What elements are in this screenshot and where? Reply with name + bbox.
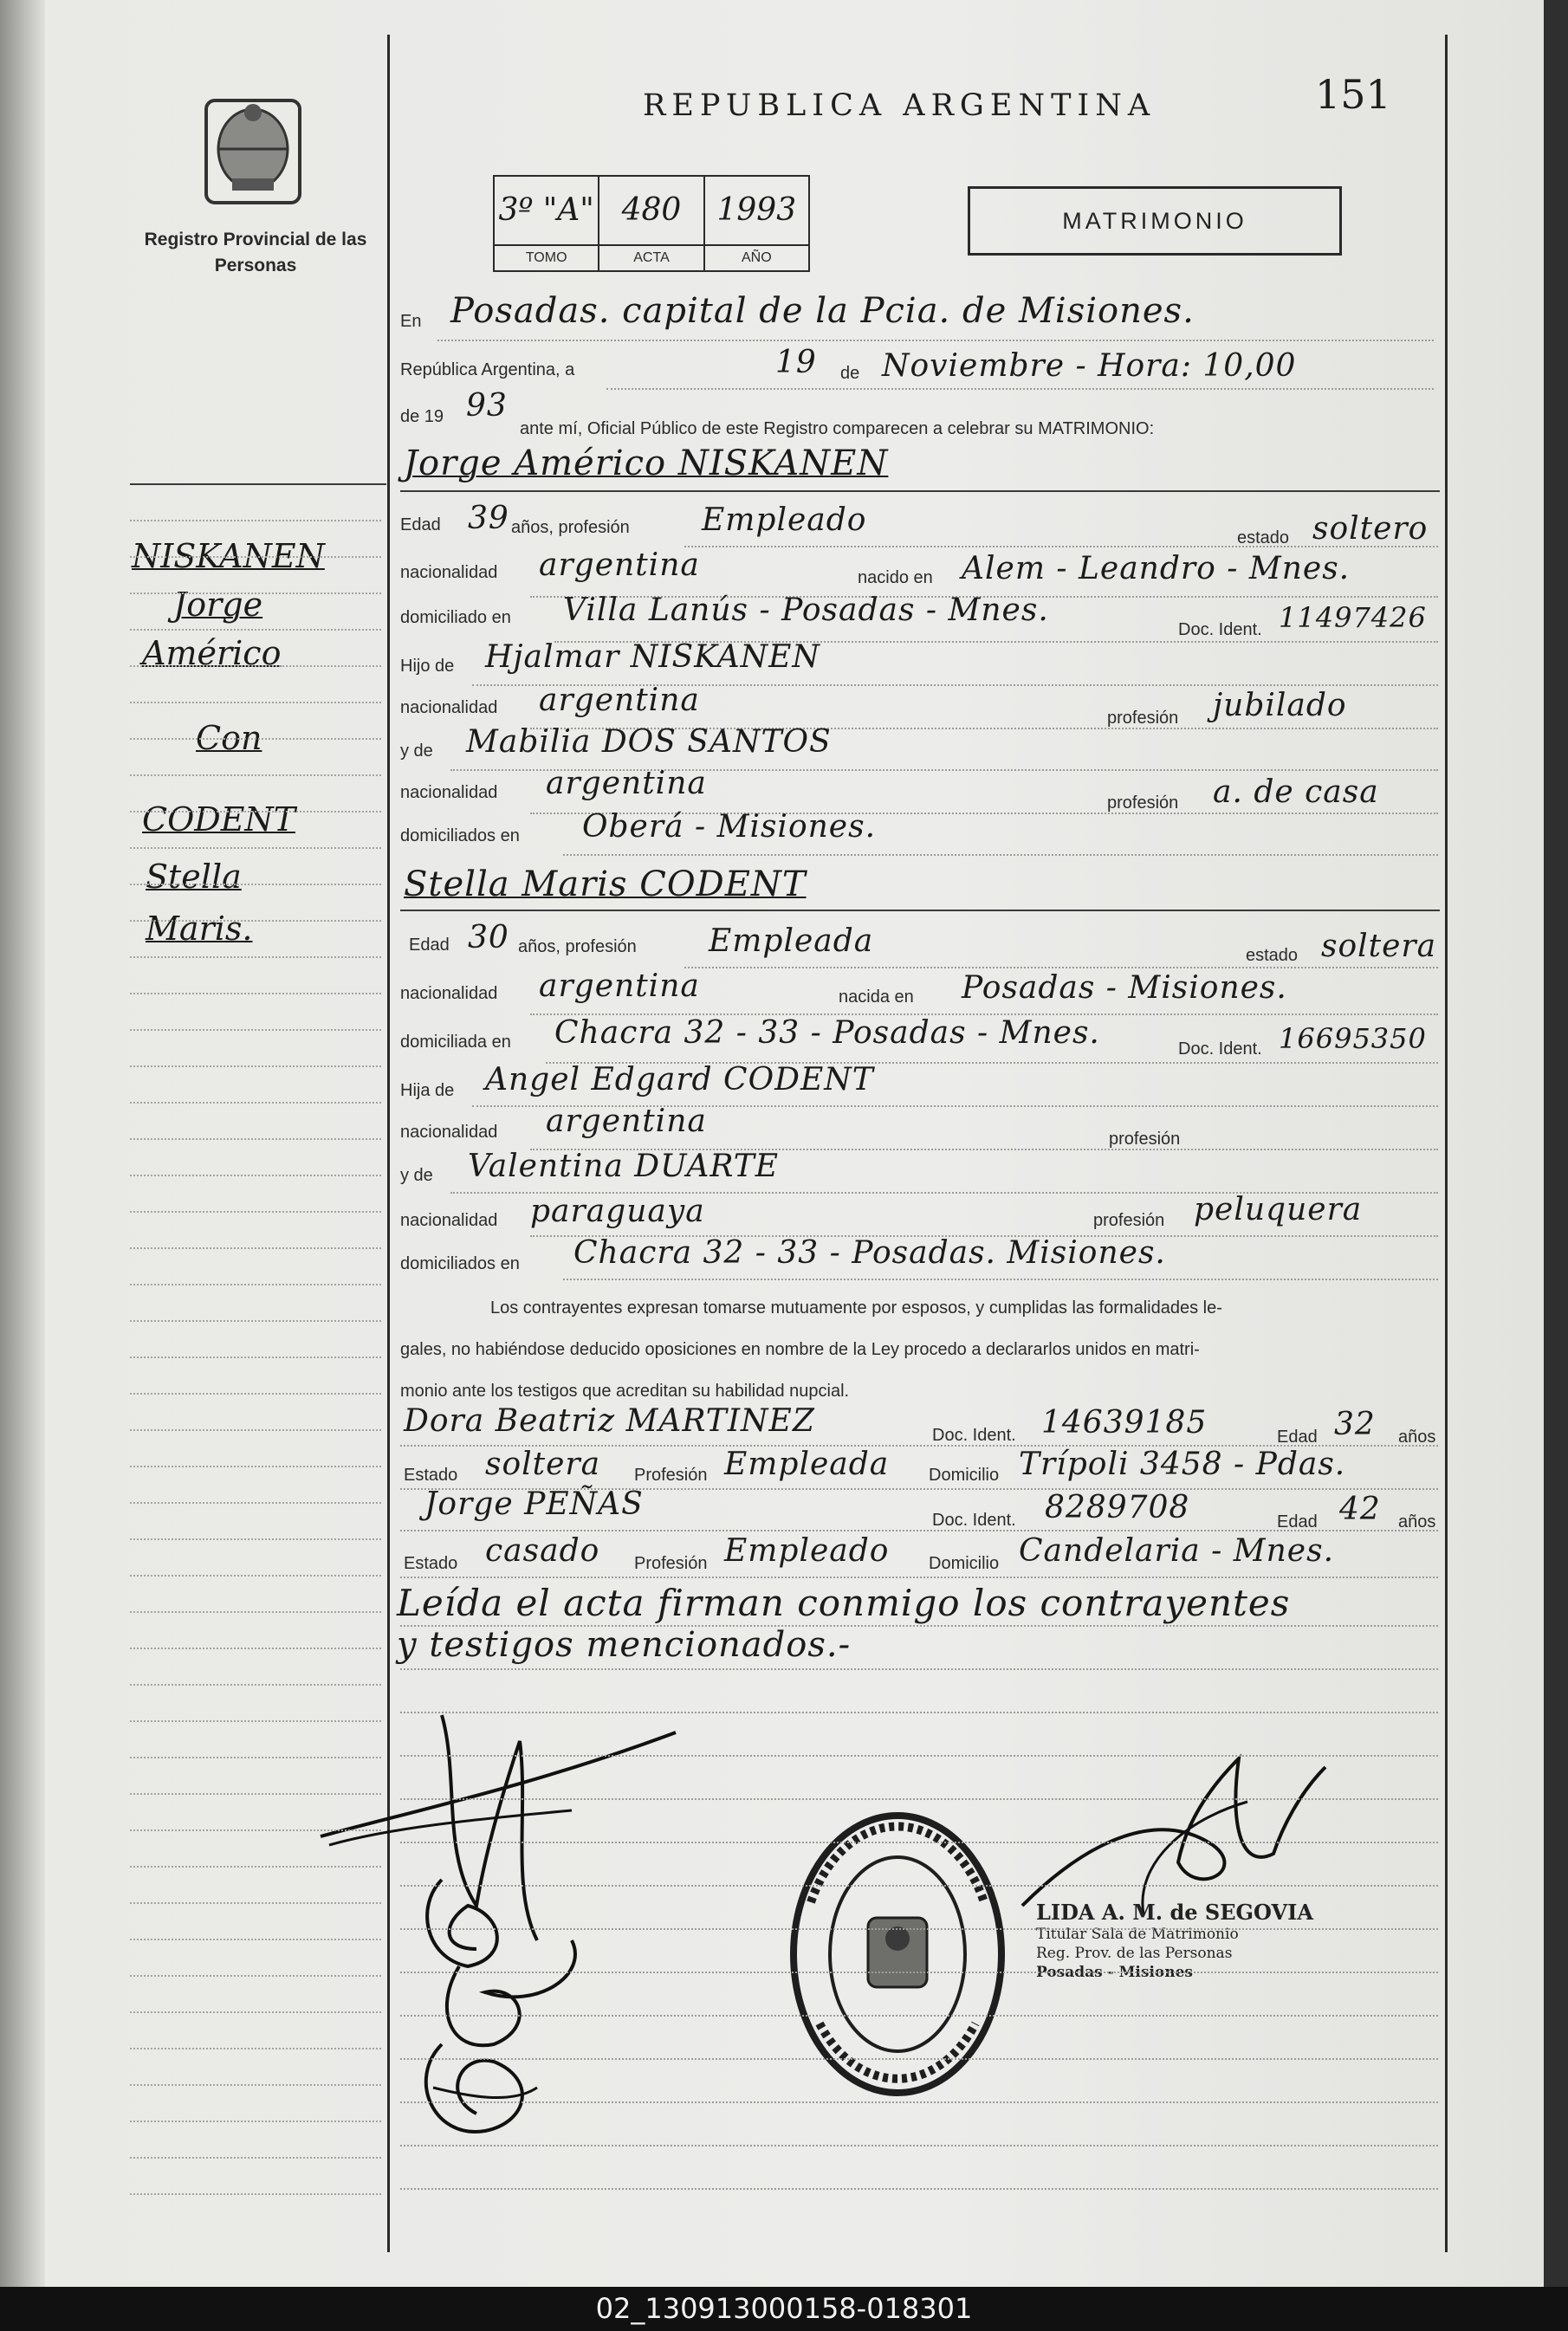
registry-box (493, 175, 810, 272)
witness1-domicilio-label: Domicilio (929, 1466, 1000, 1485)
margin-rule (130, 1357, 381, 1358)
acta-cell (599, 177, 704, 270)
rule (437, 340, 1434, 341)
groom-edad-label: Edad (400, 515, 441, 534)
margin-rule (130, 884, 381, 885)
witness1-profesion: Empleada (724, 1447, 890, 1482)
tomo-cell (495, 177, 599, 270)
witness2-domicilio: Candelaria - Mnes. (1019, 1533, 1335, 1569)
margin-con: Con (196, 719, 262, 757)
margin-rule (130, 2157, 381, 2159)
hline (400, 490, 1440, 492)
bride-madre-prof: peluquera (1194, 1192, 1363, 1227)
margin-rule (130, 592, 381, 594)
groom-hijo-label: Hijo de (400, 657, 455, 676)
bride-doc-label: Doc. Ident. (1178, 1039, 1262, 1059)
official-title-1: Titular Sala de Matrimonio (1036, 1926, 1239, 1943)
ano-value: 1993 (716, 192, 797, 228)
witness2-estado-label: Estado (404, 1554, 458, 1573)
bride-anos-prof-label: años, profesión (518, 937, 637, 956)
bride-nacida: Posadas - Misiones. (962, 970, 1287, 1006)
witness1-estado-label: Estado (404, 1466, 458, 1485)
witness2-estado: casado (485, 1533, 600, 1569)
act-type-box: MATRIMONIO (968, 186, 1342, 256)
groom-madre-prof-label: profesión (1107, 793, 1179, 813)
margin-rule (130, 2048, 381, 2049)
bride-nac-label: nacionalidad (400, 984, 498, 1003)
margin-rule (130, 1648, 381, 1649)
margin-rule (130, 1065, 381, 1067)
witness1-doc: 14639185 (1041, 1405, 1208, 1441)
registry-name: Registro Provincial de las Personas (144, 230, 367, 275)
year-suffix-value: 93 (466, 388, 508, 424)
groom-domicilio: Villa Lanús - Posadas - Mnes. (563, 592, 1049, 628)
margin-name-bride-1: Stella (146, 858, 242, 896)
official-signature (988, 1732, 1369, 1923)
country-title: REPUBLICA ARGENTINA (643, 88, 1157, 123)
witness2-name: Jorge PEÑAS (424, 1486, 644, 1522)
signature-rule (400, 2015, 1438, 2017)
groom-madre-nac: argentina (546, 766, 707, 801)
closing-line-1: Leída el acta firman conmigo los contrayentes (397, 1582, 1291, 1624)
de19-label: de 19 (400, 407, 444, 426)
witness1-estado: soltera (485, 1447, 601, 1482)
margin-rule (130, 1175, 381, 1176)
margin-rule (130, 1611, 381, 1613)
groom-madre-prof: a. de casa (1213, 774, 1379, 810)
day-value: 19 (775, 345, 817, 380)
official-stamp (1036, 1900, 1313, 1982)
witness1-doc-label: Doc. Ident. (932, 1426, 1016, 1445)
republica-label: República Argentina, a (400, 360, 575, 379)
declaration-line-1: Los contrayentes expresan tomarse mutuamente por esposos, y cumplidas las formalidades le- (490, 1298, 1222, 1318)
margin-rule (130, 1829, 381, 1831)
margin-top-rule (130, 483, 386, 485)
acta-label: ACTA (599, 244, 703, 270)
groom-nacionalidad: argentina (539, 547, 700, 583)
margin-rule (130, 920, 381, 922)
margin-name-bride-2: Maris. (146, 910, 253, 948)
bride-madre-nac-label: nacionalidad (400, 1211, 498, 1230)
margin-rule (130, 1793, 381, 1795)
signature-rule (400, 2101, 1438, 2103)
margin-rule (130, 847, 381, 849)
tomo-value: 3º "A" (498, 192, 594, 228)
declaration-line-3: monio ante los testigos que acreditan su habilidad nupcial. (400, 1382, 850, 1401)
groom-y-de-label: y de (400, 741, 433, 761)
bride-padre-nac: argentina (546, 1104, 707, 1139)
bride-edad: 30 (468, 920, 509, 955)
groom-dom-label: domiciliado en (400, 608, 511, 627)
bride-domicilio: Chacra 32 - 33 - Posadas - Mnes. (554, 1015, 1100, 1051)
page-number: 151 (1315, 71, 1391, 118)
groom-padre-prof: jubilado (1213, 688, 1347, 723)
acta-value: 480 (621, 192, 682, 228)
signature-rule (400, 1798, 1438, 1800)
coat-of-arms-icon (201, 95, 305, 208)
witness1-profesion-label: Profesión (634, 1466, 708, 1485)
bride-madre-prof-label: profesión (1093, 1211, 1165, 1230)
bride-padre-nac-label: nacionalidad (400, 1123, 498, 1142)
margin-rule (130, 1320, 381, 1322)
groom-padre-prof-label: profesión (1107, 709, 1179, 728)
margin-rule (130, 1102, 381, 1104)
rule (563, 1279, 1438, 1280)
margin-rule (130, 738, 381, 740)
margin-rule (130, 556, 381, 558)
signature-rule (400, 2188, 1438, 2190)
margin-rule (130, 956, 381, 958)
margin-rule (130, 629, 381, 631)
witness1-edad-label: Edad (1277, 1428, 1318, 1447)
margin-rule (130, 1538, 381, 1540)
margin-name-groom-1: Jorge (173, 586, 263, 624)
witness2-doc: 8289708 (1045, 1490, 1190, 1525)
signature-rule (400, 1928, 1438, 1930)
groom-padre-nac-label: nacionalidad (400, 698, 498, 717)
margin-rule (130, 1502, 381, 1504)
image-id: 02_130913000158-018301 (595, 2292, 973, 2325)
witness1-name: Dora Beatriz MARTINEZ (404, 1403, 815, 1439)
margin-rule (130, 702, 381, 703)
rule (400, 1530, 1438, 1531)
groom-nacido-label: nacido en (858, 568, 933, 587)
signature-rule (400, 1842, 1438, 1843)
witness2-anos-label: años (1398, 1512, 1436, 1531)
declaration-line-2: gales, no habiéndose deducido oposiciones en nombre de la Ley procedo a declararlos unidos en matri- (400, 1340, 1200, 1359)
margin-rule (130, 1211, 381, 1213)
margin-rule (130, 993, 381, 994)
margin-rule (130, 1284, 381, 1285)
signature-rule (400, 2145, 1438, 2146)
witness1-anos-label: años (1398, 1428, 1436, 1447)
intro-text: ante mí, Oficial Público de este Registro comparecen a celebrar su MATRIMONIO: (520, 419, 1155, 438)
hline (400, 910, 1440, 911)
groom-padre: Hjalmar NISKANEN (485, 639, 820, 675)
closing-line-2: y testigos mencionados.- (397, 1625, 852, 1665)
bride-padres-dom: Chacra 32 - 33 - Posadas. Misiones. (573, 1235, 1166, 1271)
margin-rule (130, 1429, 381, 1431)
groom-nacido: Alem - Leandro - Mnes. (962, 551, 1351, 586)
margin-rule (130, 520, 381, 521)
bride-hija-label: Hija de (400, 1081, 455, 1100)
official-title-3: Posadas - Misiones (1036, 1964, 1194, 1981)
groom-name: Jorge Américo NISKANEN (404, 444, 889, 483)
bride-padres-dom-label: domiciliados en (400, 1254, 520, 1273)
en-label: En (400, 312, 422, 331)
margin-rule (130, 2121, 381, 2122)
margin-rule (130, 1902, 381, 1904)
place-value: Posadas. capital de la Pcia. de Misiones. (450, 291, 1195, 331)
tomo-label: TOMO (495, 244, 598, 270)
bride-nacionalidad: argentina (539, 968, 700, 1004)
margin-rule (130, 1393, 381, 1395)
de-label: de (840, 364, 860, 383)
bride-profesion: Empleada (709, 923, 874, 959)
groom-doc-label: Doc. Ident. (1178, 620, 1262, 639)
bride-name: Stella Maris CODENT (404, 864, 807, 904)
image-id-bar (0, 2287, 1568, 2331)
witness2-edad: 42 (1339, 1492, 1381, 1527)
rule (400, 1668, 1438, 1670)
witness1-domicilio: Trípoli 3458 - Pdas. (1019, 1447, 1346, 1482)
bride-madre-nac: paraguaya (530, 1194, 705, 1229)
margin-name-groom-2: Américo (142, 634, 282, 672)
margin-rule (130, 1720, 381, 1722)
margin-rule (130, 1684, 381, 1686)
bride-madre: Valentina DUARTE (468, 1149, 780, 1184)
bride-doc: 16695350 (1279, 1022, 1427, 1055)
margin-rule (130, 1575, 381, 1577)
bride-estado: soltera (1321, 929, 1437, 964)
signature-rule (400, 1755, 1438, 1757)
rule (684, 546, 1438, 547)
groom-profesion: Empleado (702, 502, 867, 538)
groom-madre-nac-label: nacionalidad (400, 783, 498, 802)
witness1-edad: 32 (1334, 1407, 1376, 1442)
witness2-domicilio-label: Domicilio (929, 1554, 1000, 1573)
margin-surname-groom: NISKANEN (132, 537, 325, 575)
bride-nacida-label: nacida en (839, 987, 914, 1007)
bride-y-de-label: y de (400, 1166, 433, 1185)
groom-madre: Mabilia DOS SANTOS (466, 724, 832, 760)
groom-edad: 39 (468, 501, 509, 536)
margin-rule (130, 774, 381, 776)
groom-anos-prof-label: años, profesión (511, 518, 630, 537)
groom-doc: 11497426 (1279, 601, 1427, 634)
witness2-edad-label: Edad (1277, 1512, 1318, 1531)
witness2-profesion-label: Profesión (634, 1554, 708, 1573)
margin-rule (130, 1247, 381, 1249)
signature-rule (400, 2058, 1438, 2060)
margin-rule (130, 1466, 381, 1467)
ano-label: AÑO (705, 244, 808, 270)
margin-rule (130, 2193, 381, 2195)
margin-rule (130, 2084, 381, 2086)
registry-seal (785, 1807, 1010, 2101)
groom-nac-label: nacionalidad (400, 563, 498, 582)
bride-edad-label: Edad (409, 936, 450, 955)
ano-cell (705, 177, 808, 270)
margin-rule (130, 1757, 381, 1758)
margin-rule (130, 1939, 381, 1940)
bride-estado-label: estado (1246, 946, 1299, 965)
bride-padre-prof-label: profesión (1109, 1130, 1181, 1149)
groom-estado-label: estado (1237, 528, 1290, 547)
signature-rule (400, 1885, 1438, 1887)
official-name: LIDA A. M. de SEGOVIA (1036, 1900, 1313, 1925)
signature-rule (400, 1972, 1438, 1973)
groom-padre-nac: argentina (539, 683, 700, 718)
bride-dom-label: domiciliada en (400, 1033, 511, 1052)
rule (400, 1577, 1438, 1578)
rule (606, 388, 1434, 390)
rule (563, 854, 1438, 856)
groom-padres-dom: Oberá - Misiones. (582, 809, 877, 845)
bride-padre: Angel Edgard CODENT (485, 1062, 874, 1098)
month-time-value: Noviembre - Hora: 10,00 (882, 348, 1297, 384)
margin-rule (130, 811, 381, 813)
signature-rule (400, 1712, 1438, 1713)
rule (684, 967, 1438, 968)
margin-surname-bride: CODENT (142, 800, 296, 839)
witness2-profesion: Empleado (724, 1533, 890, 1569)
margin-rule (130, 665, 381, 667)
margin-rule (130, 1975, 381, 1977)
margin-rule (130, 2011, 381, 2013)
groom-estado: soltero (1312, 511, 1429, 547)
margin-rule (130, 1138, 381, 1140)
margin-rule (130, 1029, 381, 1031)
right-page-border (1445, 35, 1448, 2252)
witness2-doc-label: Doc. Ident. (932, 1511, 1016, 1530)
margin-rule (130, 1866, 381, 1868)
official-title-2: Reg. Prov. de las Personas (1036, 1945, 1233, 1962)
party-signatures (312, 1680, 693, 2166)
groom-padres-dom-label: domiciliados en (400, 826, 520, 845)
